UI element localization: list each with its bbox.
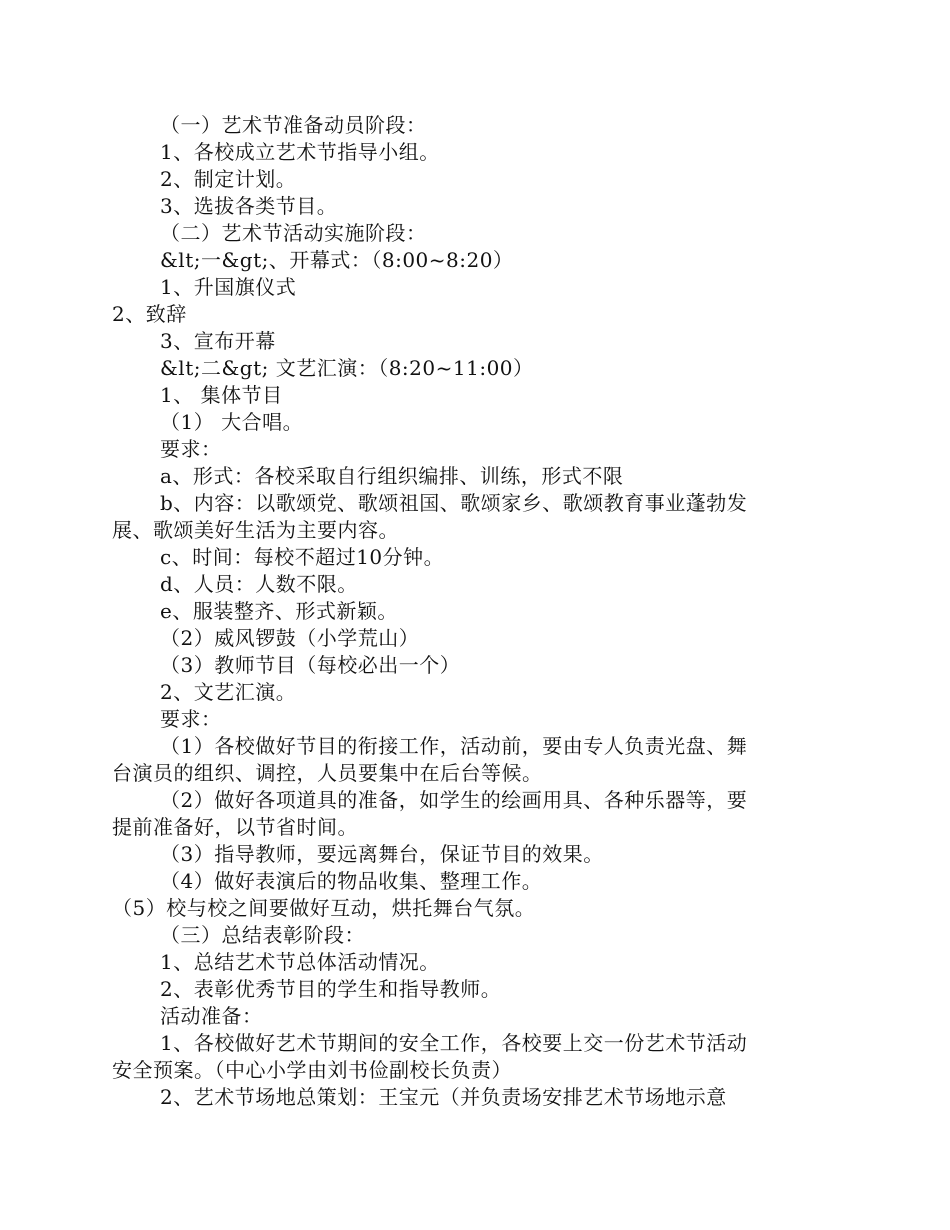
text-line: 1、升国旗仪式 (160, 275, 297, 299)
text-line: a、形式：各校采取自行组织编排、训练，形式不限 (160, 464, 624, 488)
text-line: （2）威风锣鼓（小学荒山） (160, 626, 420, 650)
text-line: （4）做好表演后的物品收集、整理工作。 (160, 869, 543, 893)
section-heading-2: （二）艺术节活动实施阶段： (160, 221, 427, 245)
text-line: 要求： (160, 437, 222, 461)
text-line: 1、各校做好艺术节期间的安全工作，各校要上交一份艺术节活动 (160, 1031, 748, 1055)
text-line: （3）指导教师，要远离舞台，保证节目的效果。 (160, 842, 604, 866)
text-line: 3、选拔各类节目。 (160, 194, 338, 218)
text-line: （1）各校做好节目的衔接工作，活动前，要由专人负责光盘、舞 (160, 734, 748, 758)
text-line: b、内容：以歌颂党、歌颂祖国、歌颂家乡、歌颂教育事业蓬勃发 (160, 491, 748, 515)
text-line: d、人员：人数不限。 (160, 572, 358, 596)
text-line: 活动准备： (160, 1004, 263, 1028)
text-line: &lt;一&gt;、开幕式：（8:00~8:20） (160, 248, 514, 272)
text-line: 台演员的组织、调控，人员要集中在后台等候。 (112, 761, 543, 785)
text-line: 2、表彰优秀节目的学生和指导教师。 (160, 977, 502, 1001)
text-line: 展、歌颂美好生活为主要内容。 (112, 518, 399, 542)
text-line: &lt;二&gt; 文艺汇演：（8:20~11:00） (160, 356, 534, 380)
section-heading-1: （一）艺术节准备动员阶段： (160, 113, 427, 137)
text-line: c、时间：每校不超过10分钟。 (160, 545, 445, 569)
text-line: （3）教师节目（每校必出一个） (160, 653, 461, 677)
text-line: 提前准备好，以节省时间。 (112, 815, 358, 839)
text-line: （1） 大合唱。 (160, 410, 304, 434)
text-line: 2、文艺汇演。 (160, 680, 297, 704)
text-line: 2、致辞 (112, 302, 187, 326)
text-line: 安全预案。（中心小学由刘书俭副校长负责） (112, 1058, 512, 1082)
text-line: （5）校与校之间要做好互动，烘托舞台气氛。 (112, 896, 536, 920)
text-line: e、服装整齐、形式新颖。 (160, 599, 398, 623)
text-line: 1、 集体节目 (160, 383, 283, 407)
text-line: 2、艺术节场地总策划：王宝元（并负责场安排艺术节场地示意 (160, 1085, 727, 1109)
text-line: （2）做好各项道具的准备，如学生的绘画用具、各种乐器等，要 (160, 788, 748, 812)
text-line: 1、总结艺术节总体活动情况。 (160, 950, 440, 974)
text-line: 3、宣布开幕 (160, 329, 276, 353)
text-line: 2、制定计划。 (160, 167, 297, 191)
text-line: 要求： (160, 707, 222, 731)
text-line: 1、各校成立艺术节指导小组。 (160, 140, 440, 164)
section-heading-3: （三）总结表彰阶段： (160, 923, 365, 947)
